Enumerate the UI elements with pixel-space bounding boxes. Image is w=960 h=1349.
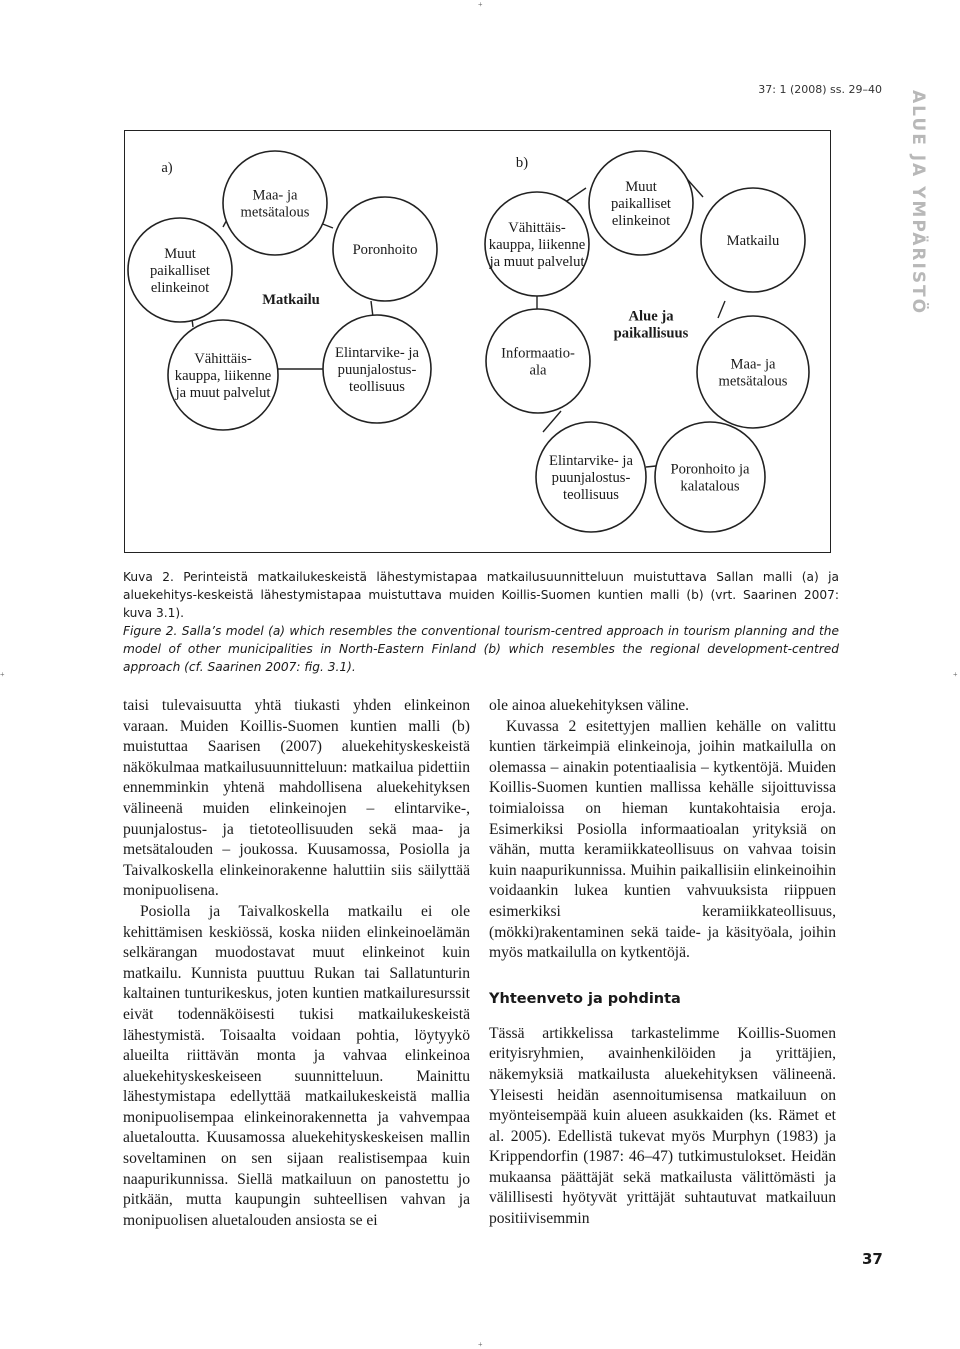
node-label-b-vahittais: Vähittäis- <box>508 220 566 236</box>
node-label-b-poronhoito: Poronhoito ja <box>670 461 750 478</box>
node-label-b-poronhoito: kalatalous <box>680 478 740 495</box>
node-label-b-elintarvike: teollisuus <box>563 487 619 503</box>
node-label-b-elintarvike: puunjalostus- <box>551 470 631 486</box>
node-label-b-informaatio: ala <box>529 362 547 379</box>
crop-mark: + <box>0 670 5 679</box>
journal-reference: 37: 1 (2008) ss. 29–40 <box>758 83 882 96</box>
node-label-a-elintarvike: Elintarvike- ja <box>335 345 419 361</box>
journal-title-vertical: ALUE JA YMPÄRISTÖ <box>908 90 928 316</box>
body-column-left <box>123 696 470 1231</box>
figure-caption <box>123 568 839 676</box>
node-label-a-vahittais: kauppa, liikenne <box>174 368 272 384</box>
node-label-b-elintarvike: Elintarvike- ja <box>549 453 633 469</box>
figure-2 <box>124 130 831 553</box>
caption-english: Figure 2. Salla’s model (a) which resembles the conventional tourism-centred approach in tourism planning and the model of other municipalities in North-Eastern Finland (b) which resembles the regional development-centred approach (cf. Saarinen 2007: fig. 3.1). <box>123 624 839 674</box>
node-label-a-vahittais: Vähittäis- <box>194 351 252 367</box>
node-label-a-elintarvike: teollisuus <box>349 379 405 395</box>
node-label-b-maa: metsätalous <box>718 373 788 390</box>
paragraph: Posiolla ja Taivalkoskella matkailu ei ole kehittämisen keskiössä, koska niiden elinkeinoelämän selkärangan muodostavat muut elinkeinot kuin matkailu. Kunnista puuttuu Rukan tai Sallatunturin kaltainen tunturikeskus, joten kuntien matkailuresurssit eivät todennäköisesti tukisi matkailukeskeistä lähestymistä. Toisaalta voidaan pohtia, löytyykö alueilta riittävän monta ja vahvaa elinkeinoa aluekehityskeskeiseen suunnitteluun. Mainittu lähestymistapa edellyttää matkailukeskeistä mallia monipuolisempaa elinkeinorakennetta ja vahvempaa aluetaloutta. Kuusamossa aluekehityskeskeisen mallin soveltaminen on sen sijaan realistisempaa kuin naapurikunnissa. Siellä matkailuun on panostettu jo pitkään, mutta kaupungin suhteellisen vahvan ja monipuolisen aluetalouden ansiosta se ei <box>123 902 470 1229</box>
node-label-a-elintarvike: puunjalostus- <box>337 362 417 378</box>
panel-a-center-label: Matkailu <box>262 292 320 308</box>
node-label-b-muut: Muut <box>625 179 657 195</box>
node-label-b-vahittais: kauppa, liikenne <box>488 237 586 253</box>
node-label-b-maa: Maa- ja <box>730 356 776 373</box>
node-label-b-muut: elinkeinot <box>611 213 671 229</box>
caption-finnish: Kuva 2. Perinteistä matkailukeskeistä lähestymistapaa matkailusuunnitteluun muistuttava Sallan malli (a) ja aluekehitys-keskeistä lähestymistapaa muistuttava muiden Koillis-Suomen kuntien malli (b) (vrt. Saarinen 2007: kuva 3.1). <box>123 570 839 620</box>
node-label-a-muut: Muut <box>164 246 196 262</box>
panel-b-center-label: Alue ja <box>628 308 674 325</box>
node-label-a-maa: metsätalous <box>240 204 310 221</box>
crop-mark: + <box>478 1340 483 1349</box>
paragraph: Tässä artikkelissa tarkastelimme Koillis-Suomen erityisryhmien, avainhenkilöiden ja yrittäjien, näkemyksiä matkailusta aluekehityksen välineenä. Yleisesti heidän asennoitumisensa matkailuun on myönteisempää kuin alueen asukkaiden (ks. Rämet et al. 2005). Edellistä tukevat myös Murphyn (1983) ja Krippendorfin (1987: 46–47) tutkimustulokset. Heidän mukaansa päättäjät sekä matkailusta välittömästi ja välillisesti hyötyvät yrittäjät suhtautuvat matkailuun positiivisemmin <box>489 1024 836 1228</box>
node-label-a-vahittais: ja muut palvelut <box>175 385 271 401</box>
crop-mark: + <box>953 670 958 679</box>
node-label-b-muut: paikalliset <box>611 196 671 212</box>
paragraph: ole ainoa aluekehityksen väline. <box>489 697 690 714</box>
paragraph: Kuvassa 2 esitettyjen mallien kehälle on valittu kuntien tärkeimpiä elinkeinoja, joihin matkailulla on olemassa – ainakin potentiaalisia – kytkentöjä. Muiden Koillis-Suomen kuntien mallissa kehälle sijoittuvissa toimialoissa on hieman kuntakohtaisia eroja. Esimerkiksi Posiolla informaatioalan yrityksiä on vähän, mutta keramiikkateollisuus on vahvaa toisin kuin naapurikunnissa. Muihin paikallisiin elinkeinoihin voidaankin lukea kuntien vahvuuksista riippuen esimerkiksi keramiikkateollisuus, (mökki)rakentaminen sekä taide- ja käsityöala, joihin myös matkailulla on kytkentöjä. <box>489 717 836 962</box>
body-column-right <box>489 696 836 1230</box>
node-label-a-muut: elinkeinot <box>150 280 210 296</box>
panel-a-label: a) <box>161 160 173 176</box>
page-number: 37 <box>862 1250 883 1268</box>
panel-b-center-label: paikallisuus <box>613 325 689 342</box>
crop-mark: + <box>478 0 483 9</box>
section-heading: Yhteenveto ja pohdinta <box>489 990 681 1007</box>
node-label-b-matkailu: Matkailu <box>726 233 780 249</box>
node-label-a-muut: paikalliset <box>150 263 210 279</box>
figure-diagram <box>125 131 832 554</box>
panel-b-label: b) <box>515 155 529 171</box>
node-label-b-informaatio: Informaatio- <box>501 345 575 362</box>
node-label-a-poronhoito: Poronhoito <box>352 242 418 258</box>
node-label-b-vahittais: ja muut palvelut <box>489 254 585 270</box>
node-label-a-maa: Maa- ja <box>252 187 298 204</box>
paragraph: taisi tulevaisuutta yhtä tiukasti yhden elinkeinon varaan. Muiden Koillis-Suomen kuntien malli (b) muistuttaa Saarisen (2007) aluekehityskeskeistä näkökulmaa matkailusuunnitteluun: matkailua pidettiin ennemminkin yhtenä mahdollisena aluekehityksen välineenä muiden elinkeinojen – elintarvike-, puunjalostus- ja tietoteollisuuden sekä maa- ja metsätalouden – joukossa. Kuusamossa, Posiolla ja Taivalkoskella elinkeinorakenne haluttiin siis säilyttää monipuolisena. <box>123 697 470 900</box>
